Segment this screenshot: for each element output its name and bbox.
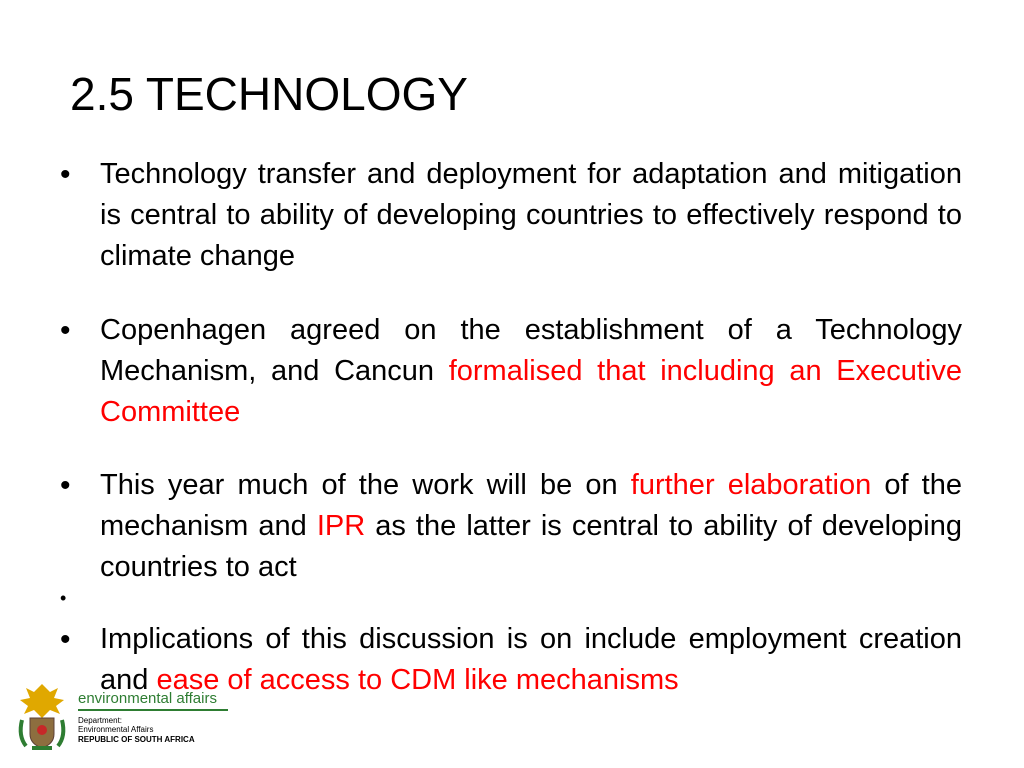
bullet-text-segment: ease of access to CDM like mechanisms bbox=[156, 664, 679, 696]
logo-divider bbox=[78, 709, 228, 711]
bullet-marker: • bbox=[60, 314, 71, 347]
logo-department-name: Environmental Affairs bbox=[78, 725, 154, 734]
bullet-text bbox=[100, 619, 962, 701]
bullet-text-segment: of the mechanism and bbox=[100, 469, 962, 542]
bullet-marker: • bbox=[60, 469, 71, 502]
logo-brand-text: environmental affairs bbox=[78, 690, 217, 707]
bullet-item-this-year bbox=[60, 465, 962, 588]
bullet-text-segment: This year much of the work will be on bbox=[100, 469, 631, 501]
department-logo bbox=[14, 680, 229, 755]
bullet-text bbox=[100, 154, 962, 277]
bullet-item-technology-transfer bbox=[60, 154, 962, 277]
bullet-text-segment: Copenhagen agreed on the establishment of a Technology Mechanism, and Cancun bbox=[100, 314, 962, 387]
bullet-item-copenhagen bbox=[60, 310, 962, 433]
bullet-text bbox=[100, 465, 962, 588]
logo-country: REPUBLIC OF SOUTH AFRICA bbox=[78, 735, 195, 744]
bullet-text-segment: IPR bbox=[316, 510, 366, 542]
slide-title: 2.5 TECHNOLOGY bbox=[70, 68, 468, 120]
bullet-text-segment: further elaboration bbox=[630, 469, 872, 501]
bullet-text-segment: Implications of this discussion is on include employment creation and bbox=[100, 623, 962, 696]
coat-of-arms-icon bbox=[14, 680, 70, 752]
bullet-text-segment: Technology transfer and deployment for adaptation and mitigation is central to ability of developing countries to effectively respond to climate change bbox=[100, 158, 962, 272]
empty-bullet-marker: • bbox=[60, 588, 67, 608]
logo-department-label: Department: bbox=[78, 716, 123, 725]
bullet-text-segment: formalised that including an Executive Committee bbox=[100, 355, 963, 428]
bullet-marker: • bbox=[60, 158, 71, 191]
bullet-text bbox=[100, 310, 962, 433]
bullet-text-segment: as the latter is central to ability of developing countries to act bbox=[100, 510, 962, 583]
bullet-marker: • bbox=[60, 623, 71, 656]
